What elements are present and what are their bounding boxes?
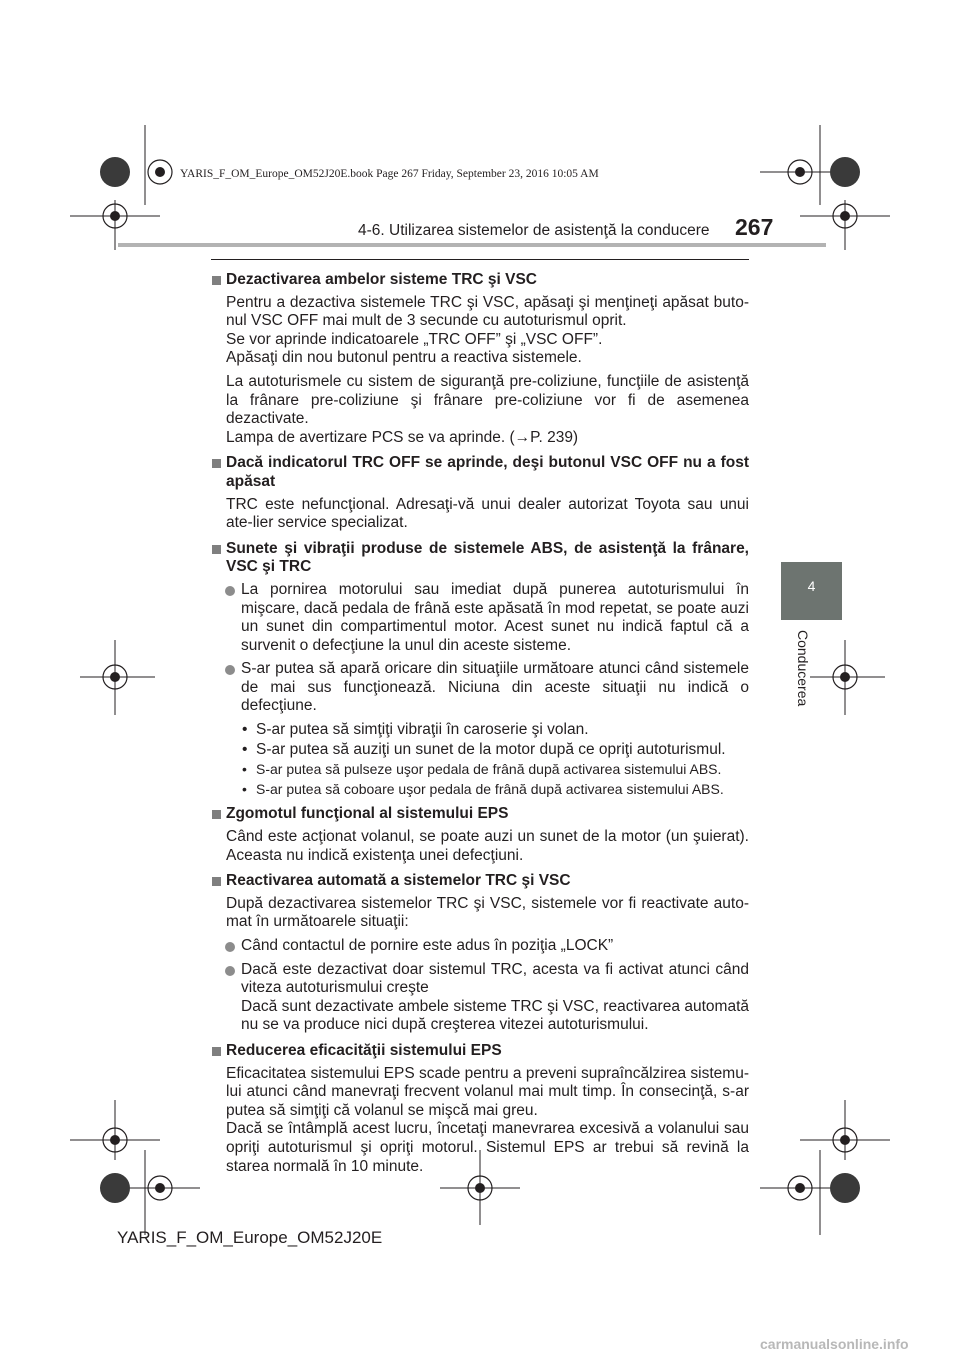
round-bullet-icon [225, 586, 235, 596]
paragraph: Eficacitatea sistemului EPS scade pentru a preveni supraîncălzirea sistemu-lui atunci când manevraţi frecvent volanul mai mult timp. În consecinţă, s-ar putea să simţiţi că volanul se mişcă mai greu. [226, 1064, 749, 1119]
list-item: Dacă este dezactivat doar sistemul TRC, acesta va fi activat atunci când viteza autoturismului creşte [211, 961, 749, 998]
list-item: S-ar putea să apară oricare din situaţiile următoare atunci când sistemele de mai sus funcţionează. Niciuna din aceste situaţii nu indică o defecţiune. [211, 660, 749, 716]
chapter-label-text: Conducerea [795, 630, 811, 707]
square-bullet-icon [212, 276, 221, 285]
sub-list-item: • S-ar putea să simţiţi vibraţii în caroserie şi volan. [242, 721, 589, 739]
header-rule [118, 243, 826, 247]
round-bullet-icon [225, 966, 235, 976]
round-bullet-icon [225, 665, 235, 675]
list-item: La pornirea motorului sau imediat după punerea autoturismului în mişcare, dacă pedala de frână este apăsată în mod repetat, se poate auzi un sunet din compartimentul motor. Acest sunet nu indică faptul că a survenit o defecţiune la unul din aceste sisteme. [211, 581, 749, 655]
paragraph: La autoturismele cu sistem de siguranţă pre-coliziune, funcţiile de asistenţă la frânare pre-coliziune şi frânare pre-coliziune vor fi de asemenea dezactivate. [226, 372, 749, 428]
section-heading: Sunete şi vibraţii produse de sistemele ABS, de asistenţă la frânare, VSC şi TRC [211, 540, 749, 577]
sub-list-item: • S-ar putea să pulseze uşor pedala de frână după activarea sistemului ABS. [242, 761, 722, 778]
paragraph: Când este acţionat volanul, se poate auzi un sunet de la motor (un şuierat). Aceasta nu indică existenţa unei defecţiuni. [226, 828, 749, 864]
paragraph: Lampa de avertizare PCS se va aprinde. (→P. 239) [226, 428, 579, 446]
watermark: carmanualsonline.info [760, 1336, 909, 1352]
square-bullet-icon [212, 459, 221, 468]
page-content [211, 268, 749, 1181]
square-bullet-icon [212, 877, 221, 886]
paragraph: Se vor aprinde indicatoarele „TRC OFF” şi „VSC OFF”. [226, 330, 603, 348]
square-bullet-icon [212, 810, 221, 819]
square-bullet-icon [212, 545, 221, 554]
page-number: 267 [735, 214, 774, 240]
paragraph: Dacă se întâmplă acest lucru, încetaţi manevrarea excesivă a volanului sau opriţi autoturismul şi opriţi motorul. Sistemul EPS ar trebui să revină la starea normală în 10 minute. [226, 1120, 749, 1175]
section-header-title: 4-6. Utilizarea sistemelor de asistenţă la conducere [358, 222, 710, 239]
section-heading: Reducerea eficacităţii sistemului EPS [211, 1042, 749, 1061]
footer-doc-id: YARIS_F_OM_Europe_OM52J20E [117, 1228, 383, 1247]
book-file-info: YARIS_F_OM_Europe_OM52J20E.book Page 267 Friday, September 23, 2016 10:05 AM [180, 168, 599, 180]
section-heading: Dacă indicatorul TRC OFF se aprinde, deşi butonul VSC OFF nu a fost apăsat [211, 454, 749, 491]
list-item: Când contactul de pornire este adus în poziţia „LOCK” [211, 937, 749, 956]
section-heading: Zgomotul funcţional al sistemului EPS [211, 805, 749, 824]
sub-list-item: • S-ar putea să coboare uşor pedala de frână după activarea sistemului ABS. [242, 780, 724, 797]
content-rule [211, 259, 749, 260]
paragraph: TRC este nefuncţional. Adresaţi-vă unui dealer autorizat Toyota sau unui ate-lier service specializat. [226, 495, 749, 532]
paragraph: Apăsaţi din nou butonul pentru a reactiva sistemele. [226, 349, 582, 367]
sub-list-item: • S-ar putea să auziţi un sunet de la motor după ce opriţi autoturismul. [242, 740, 726, 758]
paragraph: După dezactivarea sistemelor TRC şi VSC, sistemele vor fi reactivate auto-mat în următoarele situaţii: [226, 894, 749, 931]
square-bullet-icon [212, 1047, 221, 1056]
section-heading: Reactivarea automată a sistemelor TRC şi VSC [211, 872, 749, 891]
section-heading: Dezactivarea ambelor sisteme TRC şi VSC [211, 271, 749, 290]
chapter-number: 4 [807, 578, 816, 594]
list-item-continuation: Dacă sunt dezactivate ambele sisteme TRC şi VSC, reactivarea automată nu se va produce nici după creşterea vitezei autoturismului. [241, 997, 749, 1034]
paragraph: Pentru a dezactiva sistemele TRC şi VSC, apăsaţi şi menţineţi apăsat buto-nul VSC OFF mai mult de 3 secunde cu autoturismul oprit. [226, 293, 749, 330]
round-bullet-icon [225, 942, 235, 952]
